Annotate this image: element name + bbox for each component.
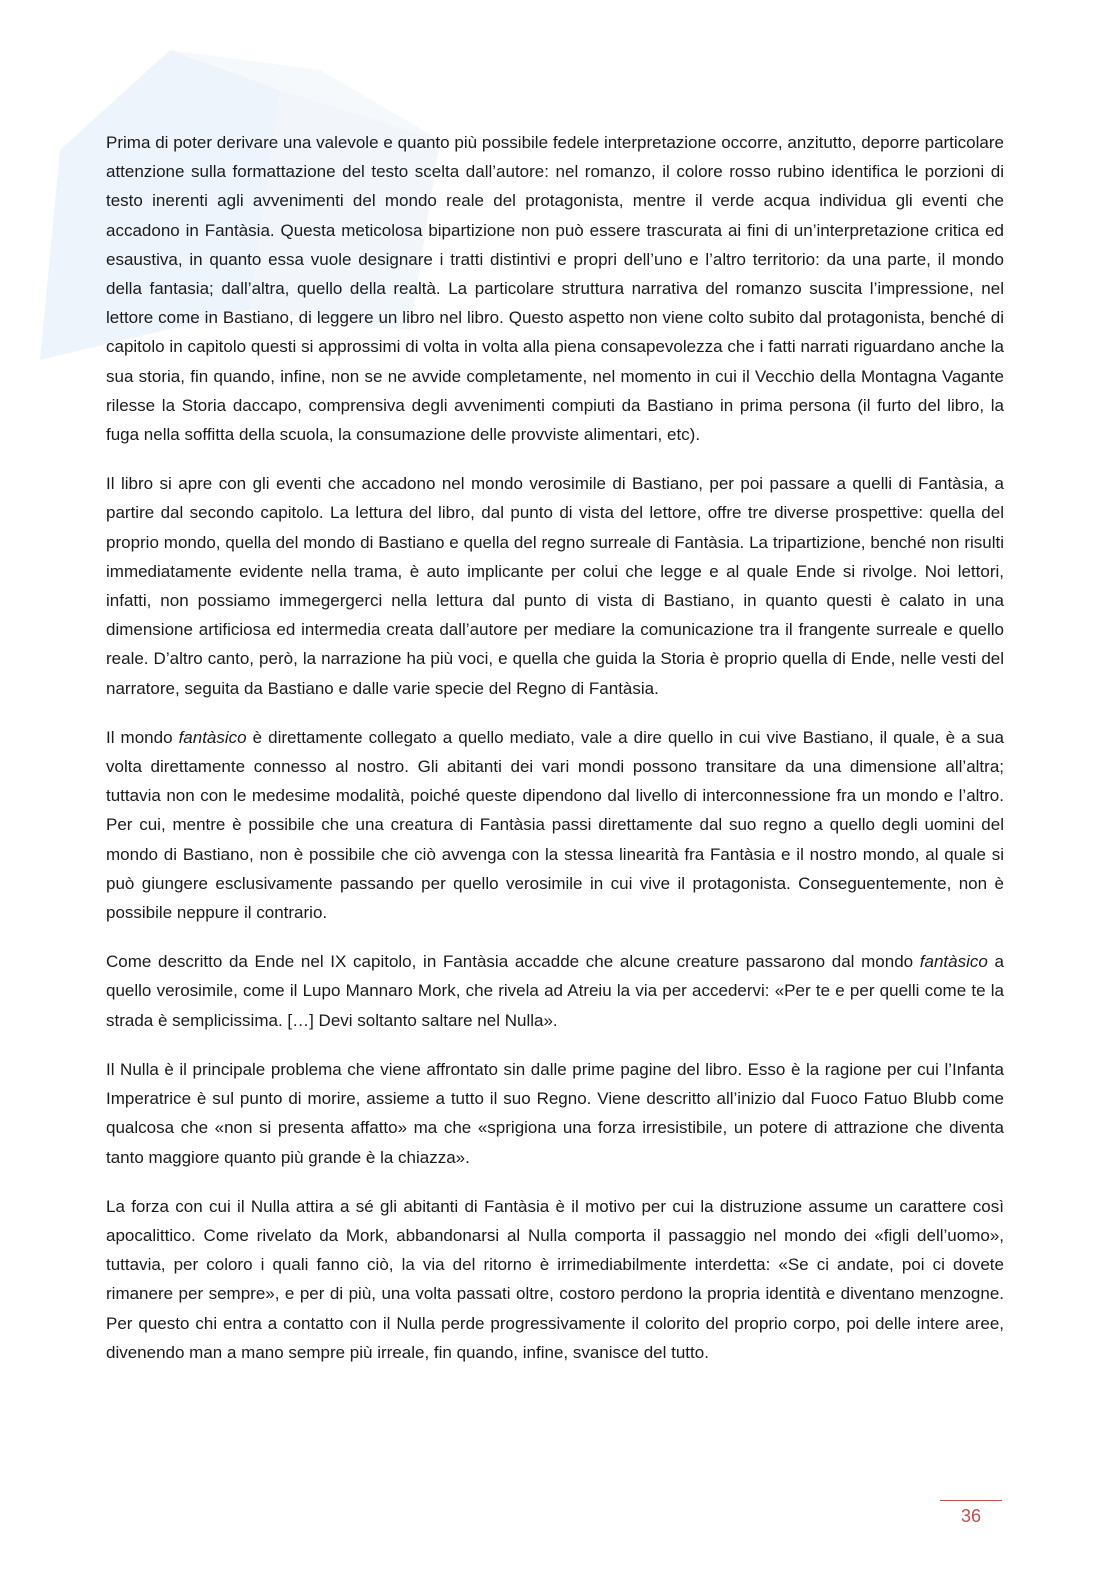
paragraph-text: è direttamente collegato a quello mediato, vale a dire quello in cui vive Bastiano, il quale, è a sua volta direttamente connesso al nostro. Gli abitanti dei vari mondi possono transitare da una dimensione all’altra; tuttavia non con le medesime modalità, poiché queste dipendono dal livello di interconnessione fra un mondo e l’altro. Per cui, mentre è possibile che una creatura di Fantàsia passi direttamente dal suo regno a quello degli uomini del mondo di Bastiano, non è possibile che ciò avvenga con la stessa linearità fra Fantàsia e il nostro mondo, al quale si può giungere esclusivamente passando per quello verosimile in cui vive il protagonista. Conseguentemente, non è possibile neppure il contrario. bbox=[106, 727, 1004, 923]
paragraph bbox=[106, 128, 1004, 449]
paragraph-text: Il mondo bbox=[106, 727, 179, 747]
paragraph-text: Il libro si apre con gli eventi che accadono nel mondo verosimile di Bastiano, per poi passare a quelli di Fantàsia, a partire dal secondo capitolo. La lettura del libro, dal punto di vista del lettore, offre tre diverse prospettive: quella del proprio mondo, quella del mondo di Bastiano e quella del regno surreale di Fantàsia. La tripartizione, benché non risulti immediatamente evidente nella trama, è auto implicante per colui che legge e al quale Ende si rivolge. Noi lettori, infatti, non possiamo immegergerci nella lettura dal punto di vista di Bastiano, in quanto questi è calato in una dimensione artificiosa ed intermedia creata dall’autore per mediare la comunicazione tra il frangente surreale e quello reale. D’altro canto, però, la narrazione ha più voci, e quella che guida la Storia è proprio quella di Ende, nelle vesti del narratore, seguita da Bastiano e dalle varie specie del Regno di Fantàsia. bbox=[106, 474, 1004, 698]
paragraph bbox=[106, 723, 1004, 927]
italic-text: fantàsico bbox=[919, 952, 988, 972]
paragraph-text: Come descritto da Ende nel IX capitolo, in Fantàsia accadde che alcune creature passarono dal mondo bbox=[106, 952, 920, 972]
paragraph bbox=[106, 1192, 1004, 1367]
page-number: 36 bbox=[960, 1506, 982, 1526]
paragraph-text: a quello verosimile, come il Lupo Mannaro Mork, che rivela ad Atreiu la via per accedervi: «Per te e per quelli come te la strada è semplicissima. […] Devi soltanto saltare nel Nulla». bbox=[106, 952, 1004, 1030]
document-body bbox=[106, 128, 1004, 1387]
page-number-rule bbox=[940, 1500, 1002, 1501]
italic-text: fantàsico bbox=[178, 727, 247, 747]
paragraph-text: Il Nulla è il principale problema che viene affrontato sin dalle prime pagine del libro. Esso è la ragione per cui l’Infanta Imperatrice è sul punto di morire, assieme a tutto il suo Regno. Viene descritto all’inizio dal Fuoco Fatuo Blubb come qualcosa che «non si presenta affatto» ma che «sprigiona una forza irresistibile, un potere di attrazione che diventa tanto maggiore quanto più grande è la chiazza». bbox=[106, 1059, 1004, 1167]
paragraph bbox=[106, 469, 1004, 703]
paragraph-text: La forza con cui il Nulla attira a sé gli abitanti di Fantàsia è il motivo per cui la distruzione assume un carattere così apocalittico. Come rivelato da Mork, abbandonarsi al Nulla comporta il passaggio nel mondo dei «figli dell’uomo», tuttavia, per coloro i quali fanno ciò, la via del ritorno è irrimediabilmente interdetta: «Se ci andate, poi ci dovete rimanere per sempre», e per di più, una volta passati oltre, costoro perdono la propria identità e diventano menzogne. Per questo chi entra a contatto con il Nulla perde progressivamente il colorito del proprio corpo, poi delle intere aree, divenendo man a mano sempre più irreale, fin quando, infine, svanisce del tutto. bbox=[106, 1196, 1004, 1362]
paragraph bbox=[106, 947, 1004, 1035]
paragraph bbox=[106, 1055, 1004, 1172]
paragraph-text: Prima di poter derivare una valevole e quanto più possibile fedele interpretazione occorre, anzitutto, deporre particolare attenzione sulla formattazione del testo scelta dall’autore: nel romanzo, il colore rosso rubino identifica le porzioni di testo inerenti agli avvenimenti del mondo reale del protagonista, mentre il verde acqua individua gli eventi che accadono in Fantàsia. Questa meticolosa bipartizione non può essere trascurata ai fini di un’interpretazione critica ed esaustiva, in quanto essa vuole designare i tratti distintivi e propri dell’uno e l’altro territorio: da una parte, il mondo della fantasia; dall’altra, quello della realtà. La particolare struttura narrativa del romanzo suscita l’impressione, nel lettore come in Bastiano, di leggere un libro nel libro. Questo aspetto non viene colto subito dal protagonista, benché di capitolo in capitolo questi si approssimi di volta in volta alla piena consapevolezza che i fatti narrati riguardano anche la sua storia, fin quando, infine, non se ne avvide completamente, nel momento in cui il Vecchio della Montagna Vagante rilesse la Storia daccapo, comprensiva degli avvenimenti compiuti da Bastiano in prima persona (il furto del libro, la fuga nella soffitta della scuola, la consumazione delle provviste alimentari, etc). bbox=[106, 133, 1004, 445]
